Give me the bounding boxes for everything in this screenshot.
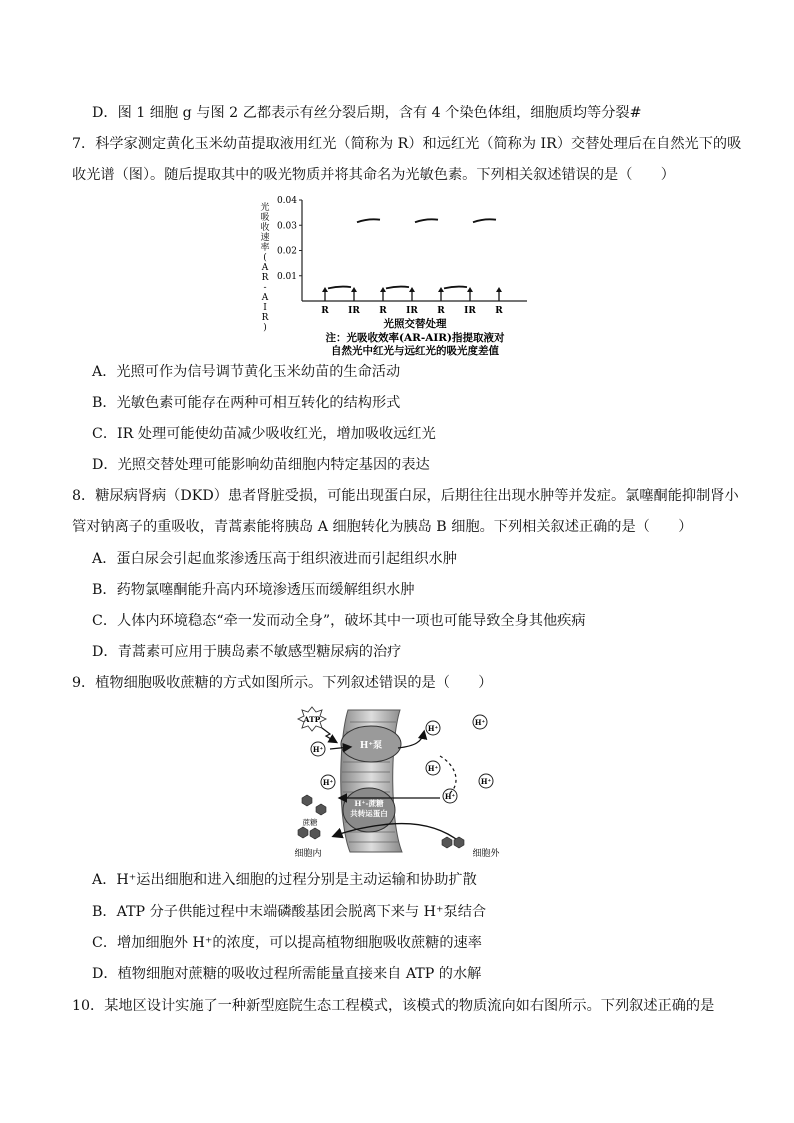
treatment-arrowhead	[467, 287, 473, 292]
absorption-segment	[357, 219, 380, 222]
treatment-arrowhead	[322, 287, 328, 292]
y-axis-label-char: 率	[260, 243, 270, 253]
absorption-segment	[386, 287, 409, 289]
q7-option-a: A．光照可作为信号调节黄化玉米幼苗的生命活动	[92, 364, 401, 380]
cotransporter-label-line2: 共转运蛋白	[350, 809, 388, 818]
y-axis-label-char: 光	[260, 203, 270, 213]
sucrose-label: 蔗糖	[302, 818, 318, 827]
treatment-label: R	[321, 306, 329, 316]
y-axis-label-char: 吸	[260, 213, 270, 223]
q8-option-c: C．人体内环境稳态“牵一发而动全身”，破坏其中一项也可能导致全身其他疾病	[92, 613, 586, 629]
q8-option-b: B．药物氯噻酮能升高内环境渗透压而缓解组织水肿	[92, 582, 415, 598]
q6-option-d: D．图 1 细胞 g 与图 2 乙都表示有丝分裂后期，含有 4 个染色体组，细胞质均等分裂#	[92, 105, 642, 121]
chart-y-axis-label	[260, 201, 269, 333]
h-ion-label: H⁺	[322, 778, 334, 787]
proton-pump-label: H⁺泵	[359, 741, 383, 751]
q8-option-a: A．蛋白尿会引起血浆渗透压高于组织液进而引起组织水肿	[92, 551, 457, 567]
h-pumped-out-arrow	[398, 732, 424, 748]
absorption-segment	[444, 287, 467, 289]
y-axis-label-char: )	[263, 323, 267, 333]
q7-stem-line1: 7．科学家测定黄化玉米幼苗提取液用红光（简称为 R）和远红光（简称为 IR）交替处理后在自然光下的吸	[72, 136, 742, 152]
treatment-label: IR	[348, 306, 360, 316]
chart-note-line1: 注：光吸收效率(AR-AIR)指提取液对	[325, 332, 505, 344]
q9-option-a: A．H⁺运出细胞和进入细胞的过程分别是主动运输和协助扩散	[92, 872, 477, 888]
y-tick-label: 0.03	[276, 221, 297, 232]
treatment-arrowhead	[496, 287, 502, 292]
sucrose-uptake-figure	[290, 702, 510, 860]
y-tick-label: 0.02	[276, 246, 297, 257]
y-axis-label-char: R	[261, 313, 269, 323]
y-tick-label: 0.01	[276, 271, 297, 282]
treatment-arrowhead	[409, 287, 415, 292]
treatment-label: IR	[406, 306, 418, 316]
q9-option-b: B．ATP 分子供能过程中末端磷酸基团会脱离下来与 H⁺泵结合	[92, 904, 487, 920]
q7-option-b: B．光敏色素可能存在两种可相互转化的结构形式	[92, 395, 401, 411]
chart-x-axis-label: 光照交替处理	[383, 318, 447, 330]
y-axis-label-char: A	[261, 293, 269, 303]
atp-label: ATP	[303, 715, 321, 724]
q7-stem-line2: 收光谱（图）。随后提取其中的吸光物质并将其命名为光敏色素。下列相关叙述错误的是（ ）	[72, 167, 675, 183]
h-ion-label: H⁺	[427, 764, 439, 773]
y-axis-label-char: I	[263, 303, 267, 313]
cell-inside-label: 细胞内	[294, 849, 322, 859]
q8-option-d: D．青蒿素可应用于胰岛素不敏感型糖尿病的治疗	[92, 644, 402, 660]
q10-stem-line1: 10．某地区设计实施了一种新型庭院生态工程模式，该模式的物质流向如右图所示。下列叙述正确的是	[72, 998, 715, 1014]
chart-note-line2: 自然光中红光与远红光的吸光度差值	[331, 345, 499, 357]
y-tick-label: 0.04	[276, 196, 297, 206]
q7-option-c: C．IR 处理可能使幼苗减少吸收红光，增加吸收远红光	[92, 426, 436, 442]
absorption-segment	[415, 219, 438, 222]
y-axis-label-char: R	[261, 273, 269, 283]
y-axis-label-char: A	[261, 263, 269, 273]
cotransporter-label-line1: H⁺-蔗糖	[354, 799, 384, 808]
y-axis-label-char: (	[263, 253, 267, 263]
absorption-segment	[328, 287, 351, 289]
cell-outside-label: 细胞外	[472, 849, 500, 859]
treatment-label: R	[437, 306, 445, 316]
q8-stem-line2: 管对钠离子的重吸收，青蒿素能将胰岛 A 细胞转化为胰岛 B 细胞。下列相关叙述正确的是（ ）	[72, 519, 693, 535]
treatment-label: IR	[464, 306, 476, 316]
treatment-arrowhead	[380, 287, 386, 292]
treatment-arrowhead	[351, 287, 357, 292]
y-axis-label-char: -	[263, 283, 267, 293]
treatment-label: R	[379, 306, 387, 316]
q8-stem-line1: 8．糖尿病肾病（DKD）患者肾脏受损，可能出现蛋白尿，后期往往出现水肿等并发症。氯噻酮能抑制肾小	[72, 488, 739, 504]
h-ion-label: H⁺	[474, 718, 486, 727]
y-axis-label-char: 收	[260, 223, 270, 233]
treatment-arrowhead	[438, 287, 444, 292]
treatment-label: R	[495, 306, 503, 316]
y-axis-label-char: 速	[260, 233, 270, 243]
h-ion-label: H⁺	[480, 777, 492, 786]
h-ion-label: H⁺	[312, 745, 324, 754]
q9-option-c: C．增加细胞外 H⁺的浓度，可以提高植物细胞吸收蔗糖的速率	[92, 935, 482, 951]
q7-option-d: D．光照交替处理可能影响幼苗细胞内特定基因的表达	[92, 457, 430, 473]
q9-stem: 9．植物细胞吸收蔗糖的方式如图所示。下列叙述错误的是（ ）	[72, 675, 493, 691]
h-ion-label: H⁺	[427, 724, 439, 733]
q9-option-d: D．植物细胞对蔗糖的吸收过程所需能量直接来自 ATP 的水解	[92, 966, 482, 982]
energy-zigzag-arrow	[322, 728, 336, 742]
absorption-chart	[255, 192, 540, 357]
absorption-segment	[473, 219, 496, 222]
h-ion-label: H⁺	[444, 792, 456, 801]
